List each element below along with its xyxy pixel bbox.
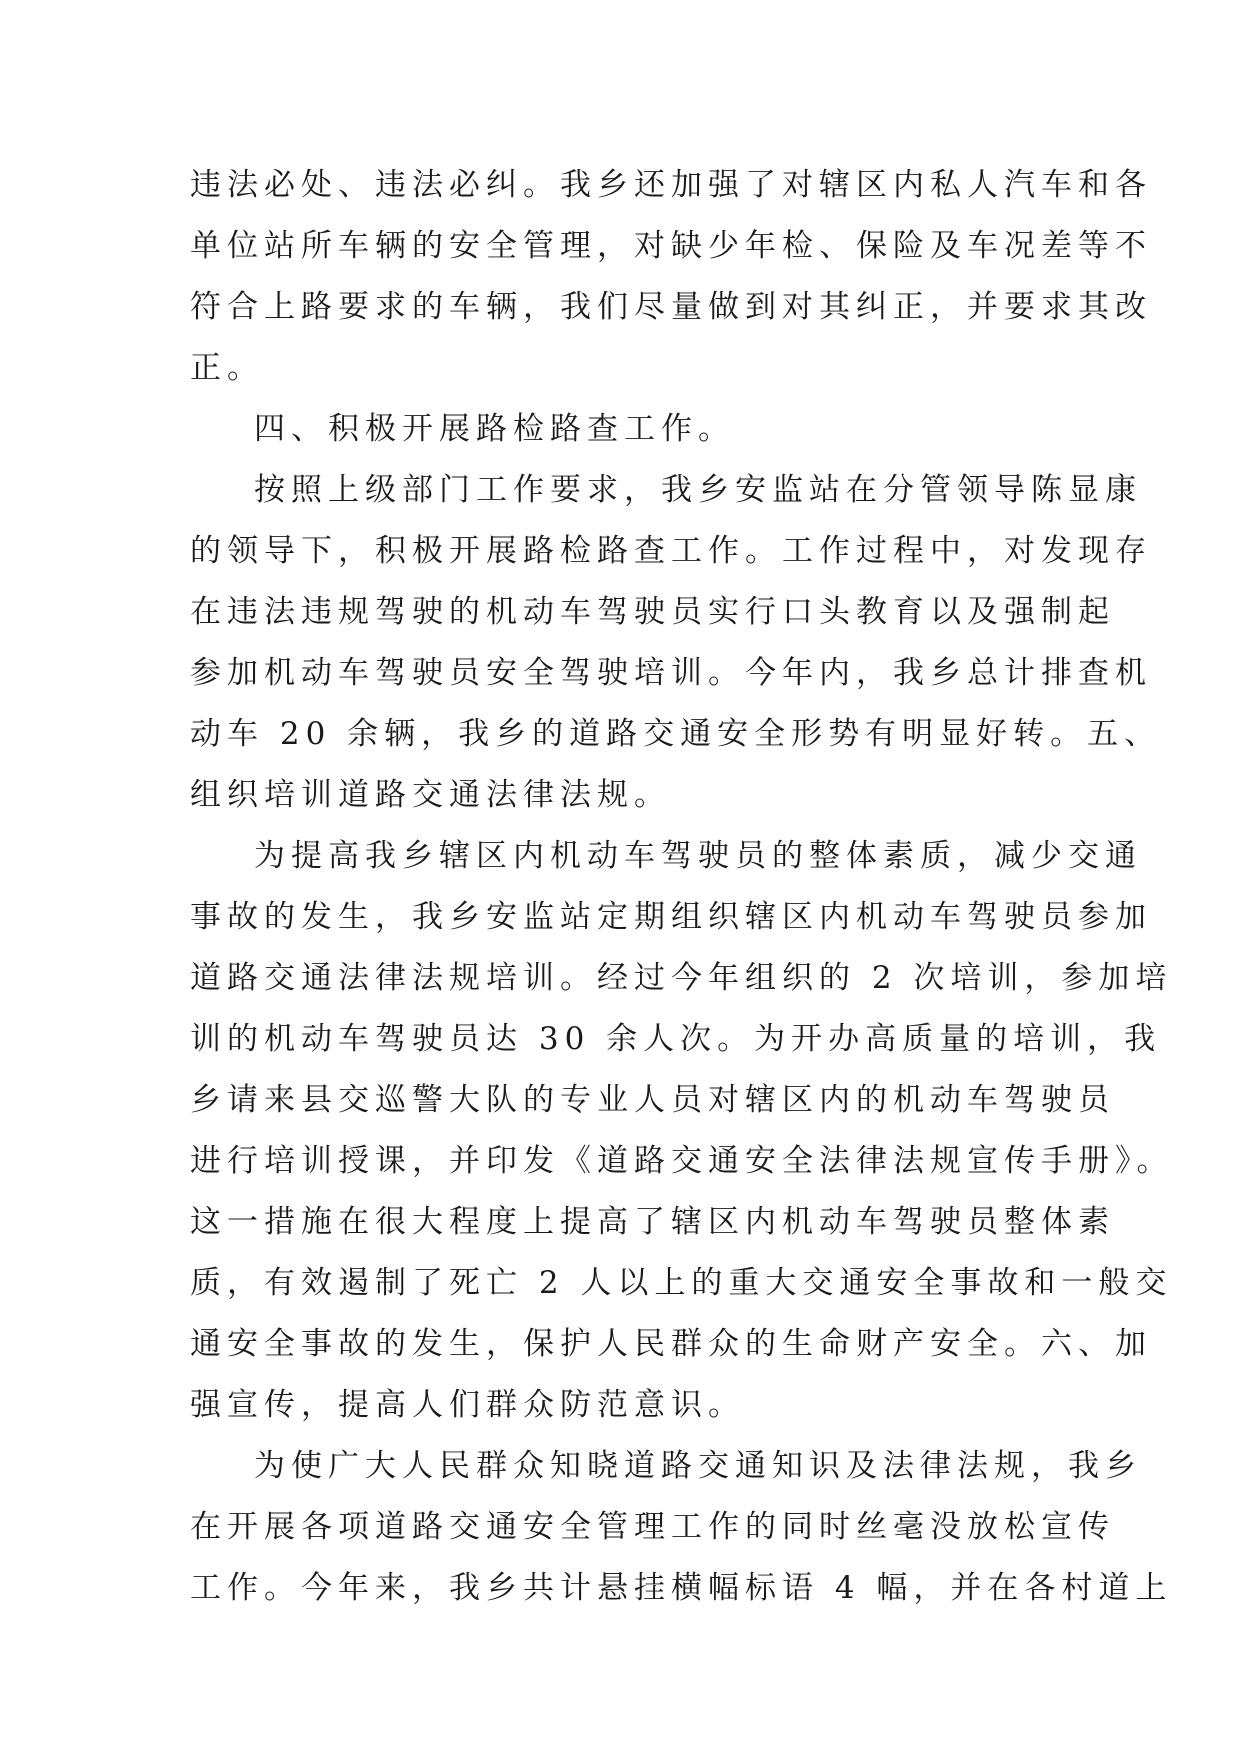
section-heading: 四、积极开展路检路查工作。	[254, 411, 735, 447]
text-line: 的领导下，积极开展路检路查工作。工作过程中，对发现存	[190, 533, 1152, 569]
text-line: 通安全事故的发生，保护人民群众的生命财产安全。六、加	[190, 1326, 1152, 1362]
text-line: 道路交通法律法规培训。经过今年组织的 2 次培训，参加培	[190, 960, 1173, 996]
text-line: 单位站所车辆的安全管理，对缺少年检、保险及车况差等不	[190, 228, 1152, 264]
text-line: 这一措施在很大程度上提高了辖区内机动车驾驶员整体素	[190, 1204, 1115, 1240]
text-line: 进行培训授课，并印发《道路交通安全法律法规宣传手册》。	[190, 1143, 1174, 1179]
text-line: 训的机动车驾驶员达 30 余人次。为开办高质量的培训，我	[190, 1021, 1162, 1057]
text-line: 强宣传，提高人们群众防范意识。	[190, 1387, 745, 1423]
text-line: 在违法违规驾驶的机动车驾驶员实行口头教育以及强制起	[190, 594, 1115, 630]
text-line: 动车 20 余辆，我乡的道路交通安全形势有明显好转。五、	[190, 716, 1162, 752]
body-text	[190, 155, 1174, 1619]
text-line: 质，有效遏制了死亡 2 人以上的重大交通安全事故和一般交	[190, 1265, 1173, 1301]
text-line: 按照上级部门工作要求，我乡安监站在分管领导陈显康	[254, 472, 1142, 508]
text-line: 违法必处、违法必纠。我乡还加强了对辖区内私人汽车和各	[190, 167, 1152, 203]
text-line: 事故的发生，我乡安监站定期组织辖区内机动车驾驶员参加	[190, 899, 1152, 935]
text-line: 为使广大人民群众知晓道路交通知识及法律法规，我乡	[254, 1448, 1142, 1484]
text-line: 参加机动车驾驶员安全驾驶培训。今年内，我乡总计排查机	[190, 655, 1152, 691]
text-line: 符合上路要求的车辆，我们尽量做到对其纠正，并要求其改	[190, 289, 1152, 325]
text-line: 组织培训道路交通法律法规。	[190, 777, 671, 813]
text-line: 工作。今年来，我乡共计悬挂横幅标语 4 幅，并在各村道上	[190, 1570, 1173, 1606]
text-line: 正。	[190, 350, 264, 386]
text-line: 为提高我乡辖区内机动车驾驶员的整体素质，减少交通	[254, 838, 1142, 874]
text-line: 乡请来县交巡警大队的专业人员对辖区内的机动车驾驶员	[190, 1082, 1115, 1118]
text-line: 在开展各项道路交通安全管理工作的同时丝毫没放松宣传	[190, 1509, 1115, 1545]
